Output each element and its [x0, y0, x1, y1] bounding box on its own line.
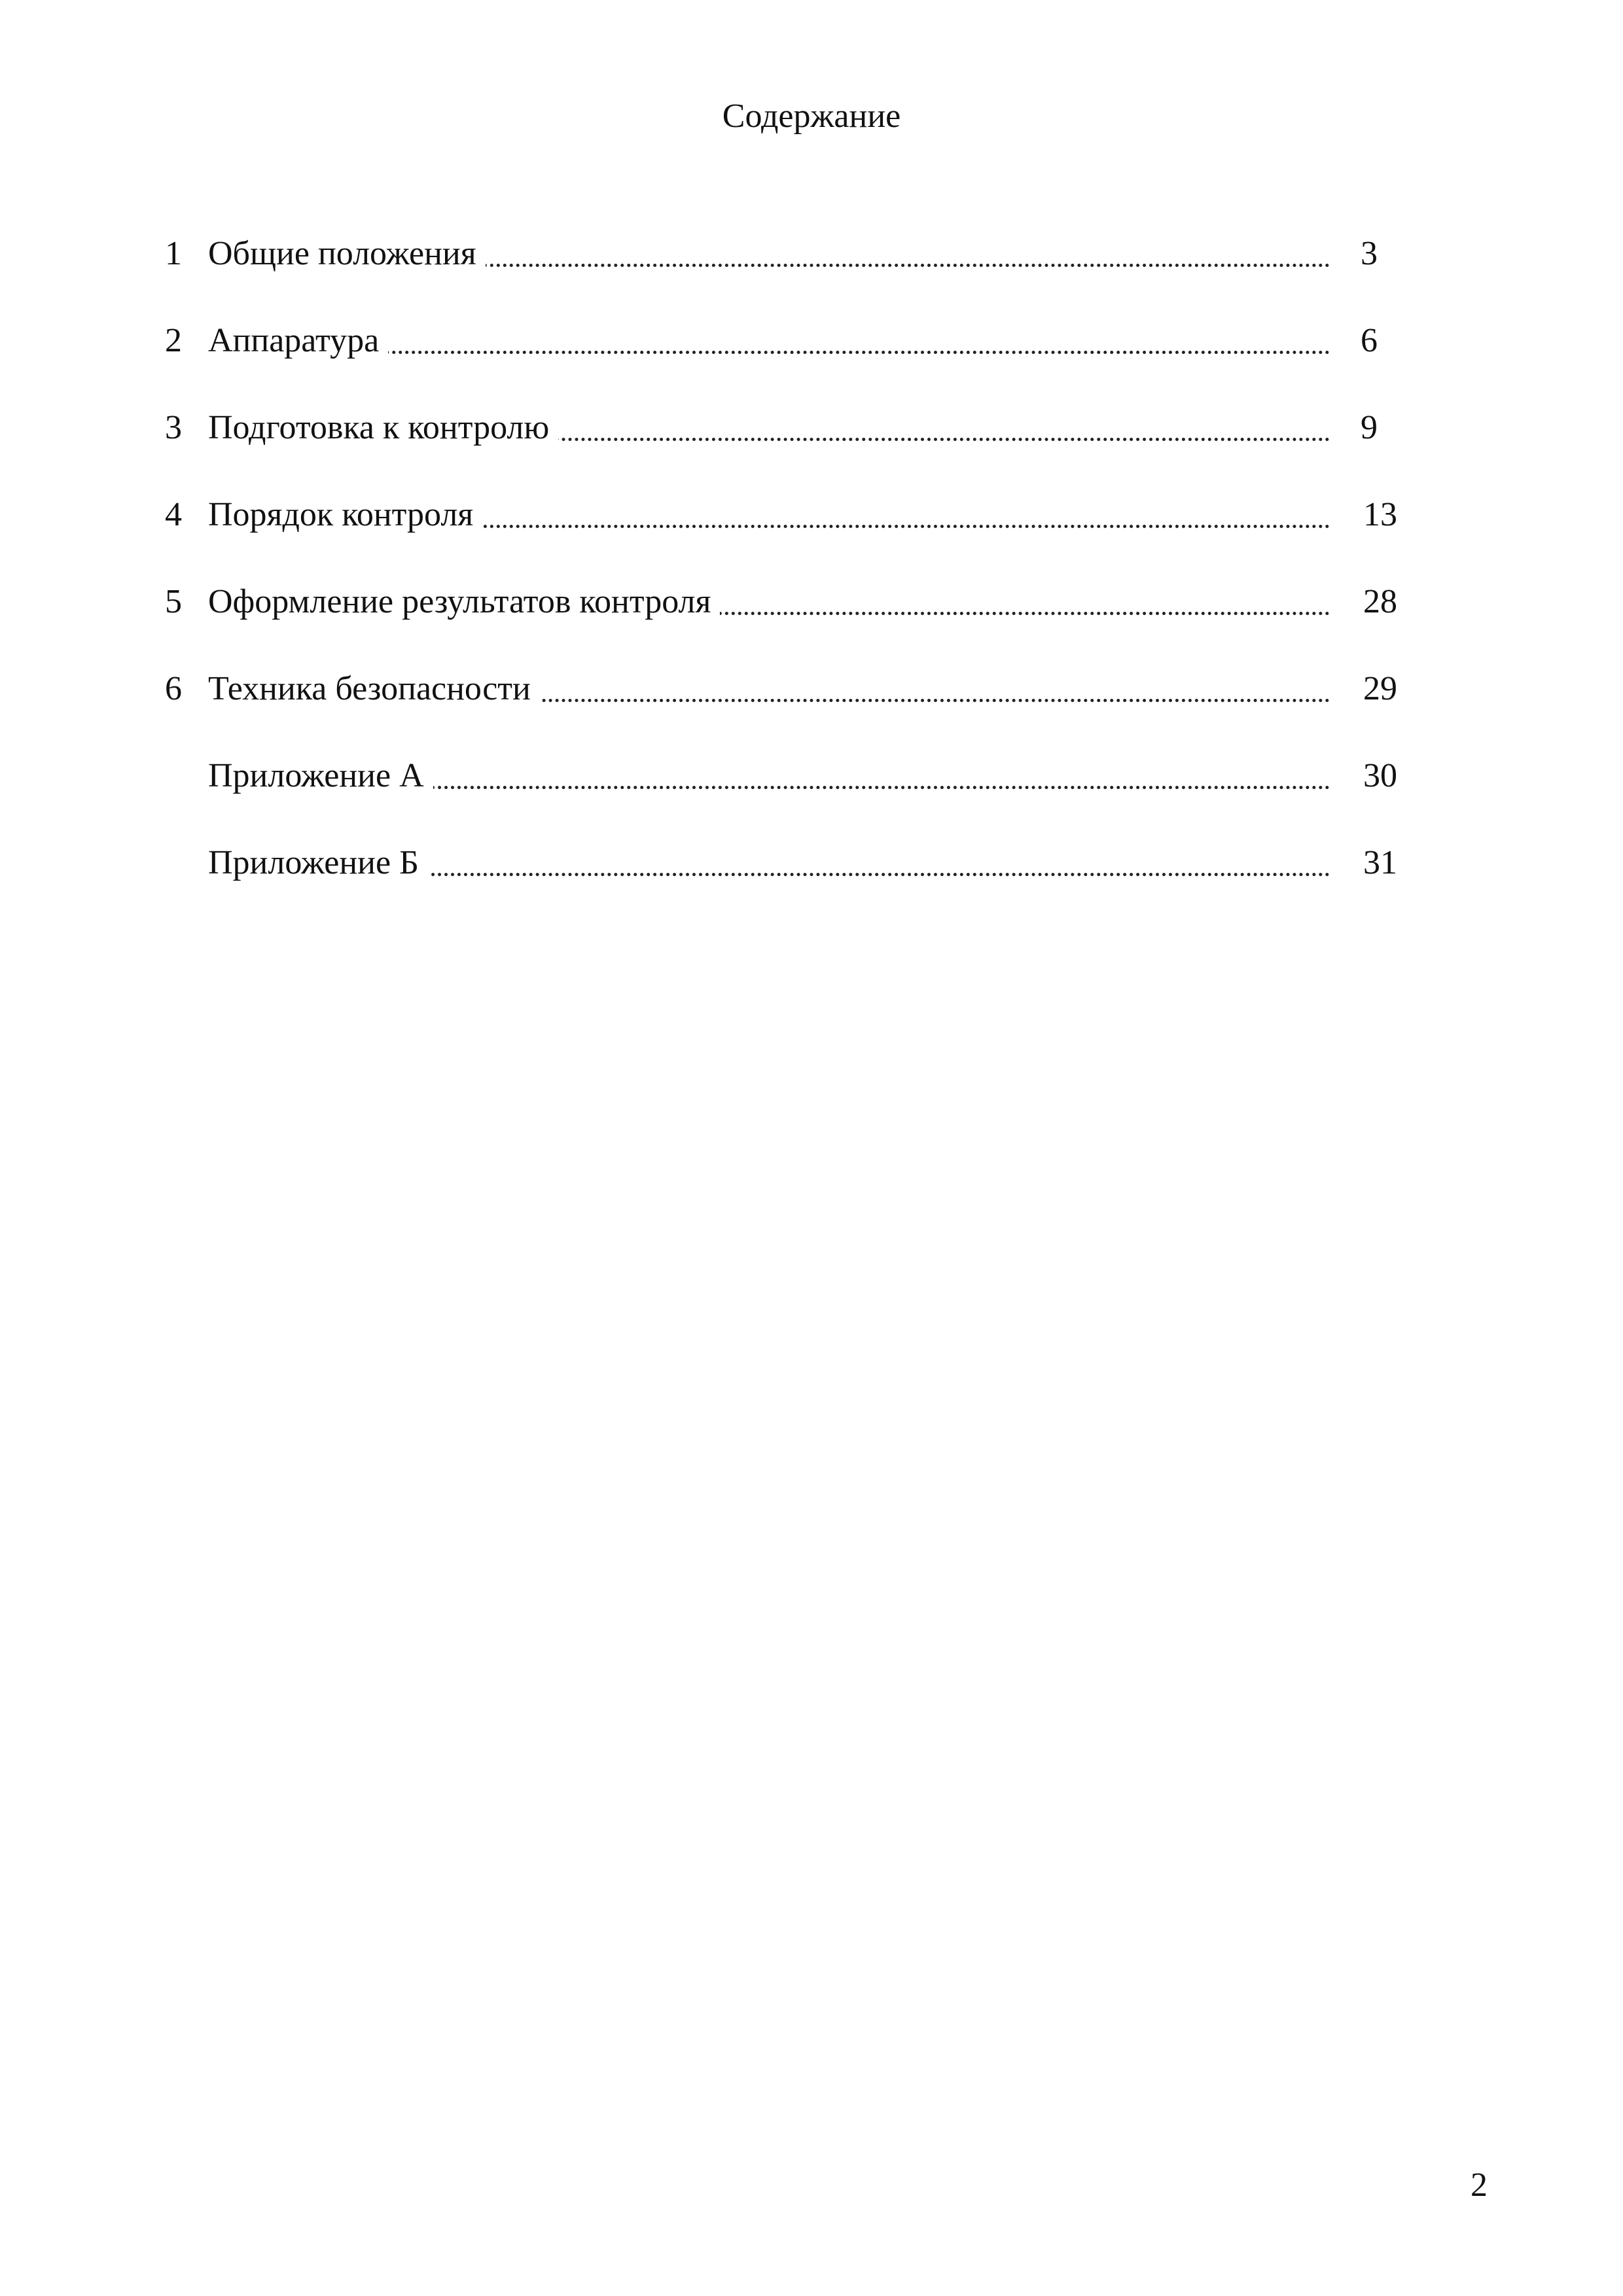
toc-entry-page: 29: [1350, 667, 1397, 711]
toc-entry-title: Приложение А: [208, 754, 433, 798]
toc-entry-title: Порядок контроля: [208, 493, 482, 537]
toc-entry-3: [0, 406, 1623, 450]
toc-entry-page: 28: [1350, 580, 1397, 624]
toc-entry-number: 5: [165, 583, 182, 620]
toc-entry-page: 6: [1347, 319, 1378, 362]
toc-entry-4: [0, 493, 1623, 537]
toc-entry-1: [0, 232, 1623, 275]
toc-entry-title: Оформление результатов контроля: [208, 580, 720, 624]
toc-entry-title: Общие положения: [208, 232, 486, 275]
toc-entry-title: Приложение Б: [208, 841, 428, 885]
toc-heading: Содержание: [722, 97, 901, 135]
toc-entry-title: Подготовка к контролю: [208, 406, 558, 450]
toc-entry-title: Техника безопасности: [208, 667, 540, 711]
toc-entry-6: [0, 667, 1623, 711]
toc-entry-title: Аппаратура: [208, 319, 388, 362]
toc-entry-number: 4: [165, 496, 182, 533]
toc-entry-number: 2: [165, 322, 182, 359]
toc-entry-appendix-b: [0, 841, 1623, 885]
toc-entry-5: [0, 580, 1623, 624]
toc-entry-page: 13: [1350, 493, 1397, 537]
toc-entry-page: 31: [1350, 841, 1397, 885]
toc-entry-page: 3: [1347, 232, 1378, 275]
toc-entry-page: 30: [1350, 754, 1397, 798]
toc-entry-2: [0, 319, 1623, 362]
toc-entry-number: 6: [165, 670, 182, 707]
page-number: 2: [1471, 2166, 1488, 2204]
toc-entry-number: 1: [165, 235, 182, 272]
toc-entry-number: 3: [165, 409, 182, 446]
toc-entry-appendix-a: [0, 754, 1623, 798]
toc-entry-page: 9: [1347, 406, 1378, 450]
